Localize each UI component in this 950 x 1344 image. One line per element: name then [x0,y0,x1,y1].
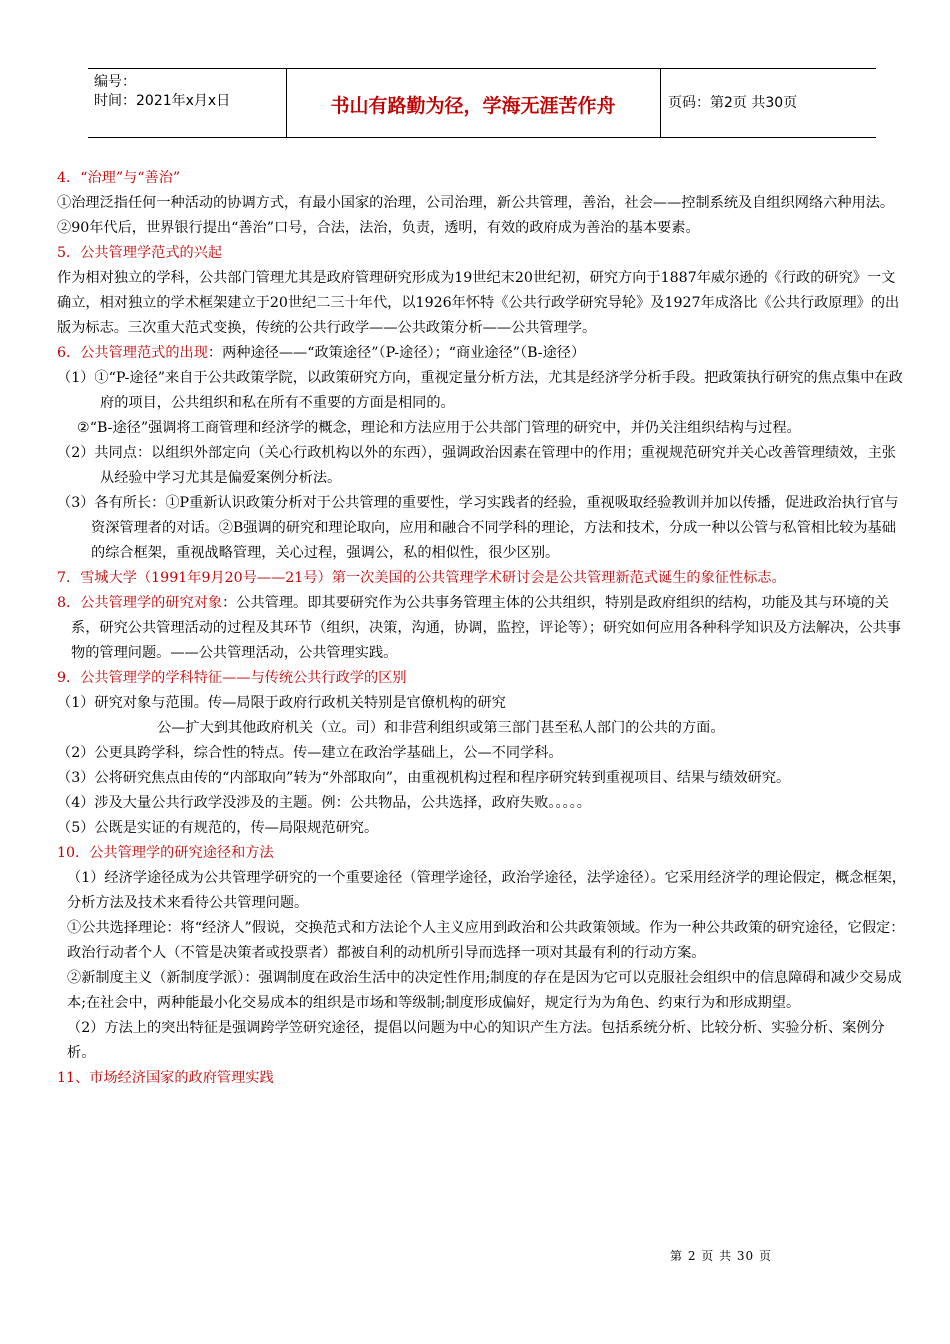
section-heading-10: 10．公共管理学的研究途径和方法 [57,845,274,861]
paragraph: ①治理泛指任何一种活动的协调方式，有最小国家的治理，公司治理，新公共管理，善治，社会——控制系统及自组织网络六种用法。 [57,195,895,211]
paragraph: ②“B-途径”强调将工商管理和经济学的概念，理论和方法应用于公共部门管理的研究中，并仍关注组织结构与过程。 [77,420,801,436]
section-heading-8: 8．公共管理学的研究对象 [57,595,223,611]
paragraph: 公—扩大到其他政府机关（立。司）和非营利组织或第三部门甚至私人部门的公共的方面。 [157,720,725,736]
paragraph: （4）涉及大量公共行政学没涉及的主题。例：公共物品，公共选择，政府失败。。。。。 [57,795,591,811]
document-body [57,166,909,1091]
paragraph: （3）各有所长：①P重新认识政策分析对于公共管理的重要性，学习实践者的经验，重视吸取经验教训并加以传播，促进政治执行官与资深管理者的对话。②B强调的研究和理论取向，应用和融合不同学科的理论，方法和技术，分成一种以公管与私管相比较为基础的综合框架，重视战略管理，关心过程，强调公，私的相似性，很少区别。 [57,495,899,561]
section-heading-11: 11、市场经济国家的政府管理实践 [57,1070,274,1086]
header-divider [660,69,661,137]
paragraph: （1）研究对象与范围。传—局限于政府行政机关特别是官僚机构的研究 [57,695,506,711]
paragraph: ①公共选择理论：将“经济人”假说，交换范式和方法论个人主义应用到政治和公共政策领域。作为一种公共政策的研究途径，它假定：政治行动者个人（不管是决策者或投票者）都被自利的动机所引导而选择一项对其最有利的行动方案。 [67,920,905,961]
paragraph: （1）①“P-途径”来自于公共政策学院，以政策研究方向，重视定量分析方法，尤其是经济学分析手段。把政策执行研究的焦点集中在政府的项目，公共组织和私在所有不重要的方面是相同的。 [57,370,903,411]
paragraph: （2）共同点：以组织外部定向（关心行政机构以外的东西），强调政治因素在管理中的作用；重视规范研究并关心改善管理绩效，主张从经验中学习尤其是偏爱案例分析法。 [57,445,896,486]
paragraph: （5）公既是实证的有规范的，传—局限规范研究。 [57,820,379,836]
section-heading-7: 7．雪城大学（1991年9月20号——21号）第一次美国的公共管理学术研讨会是公共管理新范式诞生的象征性标志。 [57,570,786,586]
section-heading-5: 5．公共管理学范式的兴起 [57,245,223,261]
header-page-code: 页码：第2页 共30页 [668,95,798,111]
serial-number-label: 编号： [94,74,136,90]
header-meta [94,73,230,111]
section-6 [57,341,909,366]
paragraph: （2）方法上的突出特征是强调跨学笠研究途径，提倡以问题为中心的知识产生方法。包括系统分析、比较分析、实验分析、案例分析。 [67,1020,885,1061]
paragraph: （1）经济学途径成为公共管理学研究的一个重要途径（管理学途径，政治学途径，法学途径）。它采用经济学的理论假定，概念框架，分析方法及技术来看待公共管理问题。 [67,870,906,911]
paragraph: （3）公将研究焦点由传的“内部取向”转为“外部取向”，由重视机构过程和程序研究转到重视项目、结果与绩效研究。 [57,770,791,786]
header-motto: 书山有路勤为径，学海无涯苦作舟 [330,95,616,117]
paragraph: ②90年代后，世界银行提出“善治”口号，合法，法治，负责，透明，有效的政府成为善治的基本要素。 [57,220,700,236]
section-heading-9: 9．公共管理学的学科特征——与传统公共行政学的区别 [57,670,407,686]
paragraph: ②新制度主义（新制度学派）：强调制度在政治生活中的决定性作用;制度的存在是因为它可以克服社会组织中的信息障碍和减少交易成本;在社会中，两种能最小化交易成本的组织是市场和等级制;制度形成偏好，规定行为为角色、约束行为和形成期望。 [67,970,902,1011]
date-label: 时间：2021年x月x日 [94,93,231,109]
section-heading-6: 6．公共管理范式的出现 [57,345,208,361]
section-8-text: ：公共管理。即其要研究作为公共事务管理主体的公共组织，特别是政府组织的结构，功能及其与环境的关系，研究公共管理活动的过程及其环节（组织，决策，沟通，协调，监控，评论等）；研究如何应用各种科学知识及方法解决，公共事物的管理问题。——公共管理活动，公共管理实践。 [71,595,901,661]
paragraph: 作为相对独立的学科，公共部门管理尤其是政府管理研究形成为19世纪末20世纪初，研究方向于1887年威尔逊的《行政的研究》一文确立，相对独立的学术框架建立于20世纪二三十年代，以1926年怀特《公共行政学研究导轮》及1927年成洛比《公共行政原理》的出版为标志。三次重大范式变换，传统的公共行政学——公共政策分析——公共管理学。 [57,270,900,336]
section-8 [57,591,909,666]
page-footer: 第 2 页 共 30 页 [670,1249,772,1263]
paragraph: （2）公更具跨学科，综合性的特点。传—建立在政治学基础上，公—不同学科。 [57,745,563,761]
section-heading-4: 4．“治理”与“善治” [57,170,181,186]
header-divider [286,69,287,137]
section-6-text: ：两种途径——“政策途径”（P-途径）；“商业途径”（B-途径） [207,345,586,361]
header-table [88,68,876,138]
